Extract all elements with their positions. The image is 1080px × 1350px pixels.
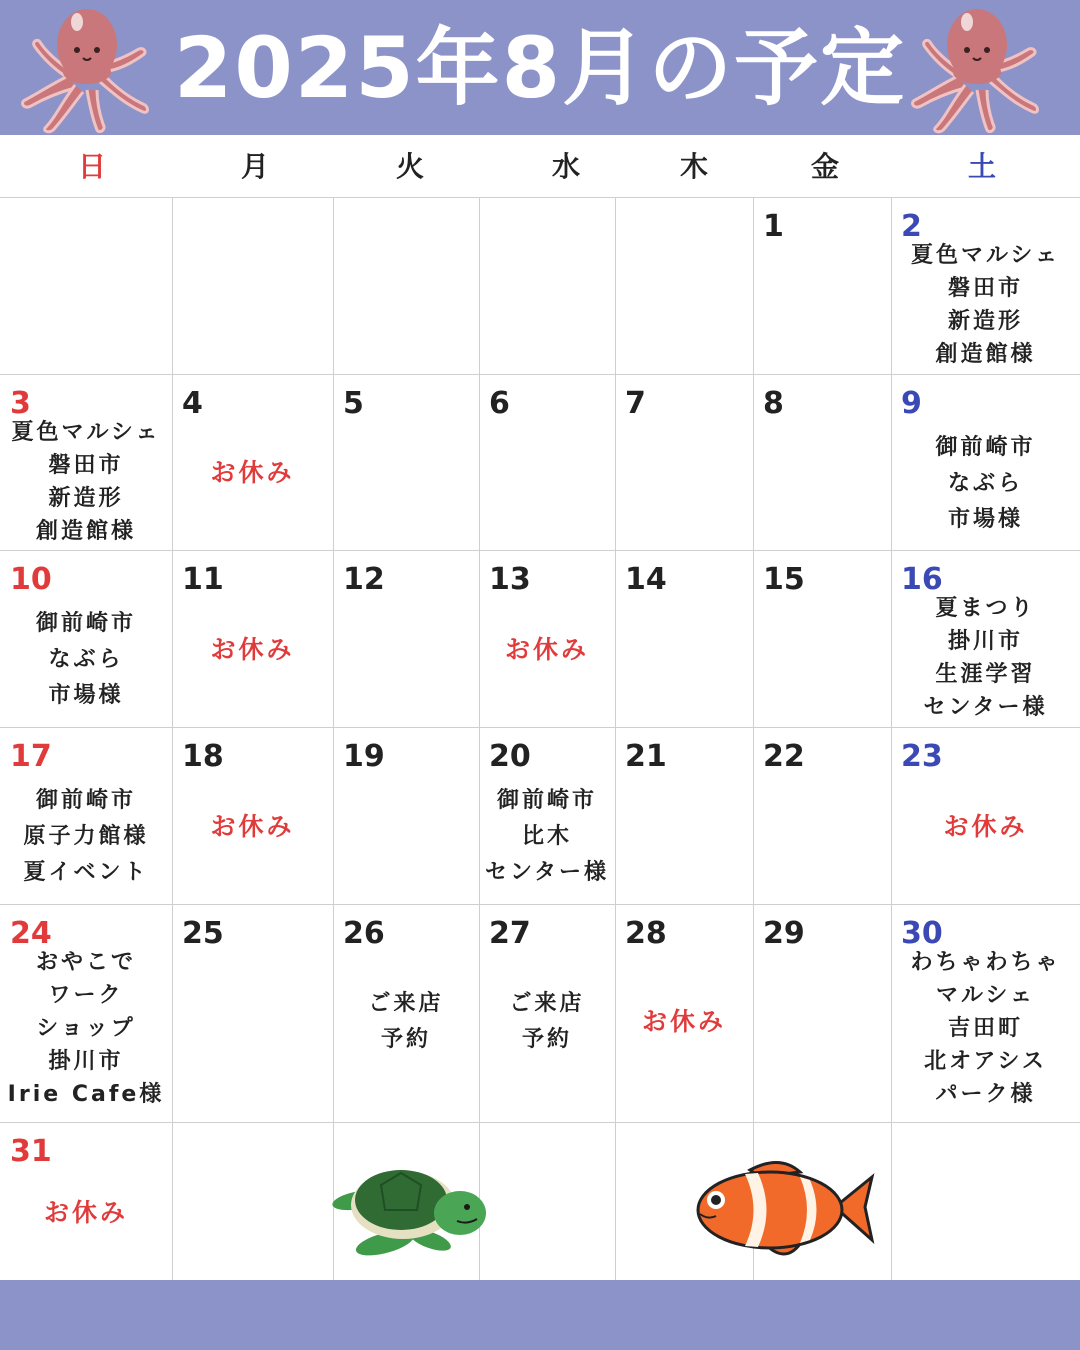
day-cell	[172, 1122, 333, 1280]
day-cell	[479, 1122, 615, 1280]
day-cell	[891, 1122, 1080, 1280]
weekday-label: 水	[551, 150, 581, 183]
day-number: 29	[763, 916, 805, 951]
day-cell	[479, 197, 615, 374]
weekday-label: 月	[240, 150, 270, 183]
octopus-illustration	[905, 0, 1045, 135]
event-text: Irie Cafe様	[7, 1082, 165, 1107]
weekday-label: 日	[77, 150, 107, 183]
day-number: 24	[10, 916, 52, 951]
day-cell	[615, 904, 753, 1122]
event-text: 生涯学習	[935, 662, 1036, 687]
day-cell	[891, 197, 1080, 374]
day-number: 14	[625, 562, 667, 597]
event-text: 創造館様	[935, 342, 1036, 367]
clownfish-illustration	[690, 1152, 875, 1267]
day-number: 10	[10, 562, 52, 597]
day-number: 16	[901, 562, 943, 597]
holiday-label: お休み	[210, 635, 295, 664]
day-cell	[891, 904, 1080, 1122]
event-text: 予約	[380, 1027, 431, 1052]
day-number: 13	[489, 562, 531, 597]
event-text: 市場様	[48, 683, 124, 708]
day-number: 22	[763, 739, 805, 774]
day-number: 9	[901, 386, 922, 421]
weekday-label: 木	[679, 150, 709, 183]
event-text: 吉田町	[947, 1016, 1023, 1041]
event-text: ご来店	[368, 991, 444, 1016]
day-cell	[0, 727, 172, 904]
day-number: 12	[343, 562, 385, 597]
holiday-label: お休み	[504, 635, 589, 664]
event-text: 新造形	[947, 309, 1023, 334]
event-text: 磐田市	[48, 453, 124, 478]
day-number: 7	[625, 386, 646, 421]
day-cell	[0, 374, 172, 550]
day-cell	[479, 550, 615, 727]
sea-turtle-illustration	[325, 1155, 490, 1265]
day-cell	[891, 374, 1080, 550]
event-text: ショップ	[36, 1016, 136, 1041]
calendar-grid	[0, 197, 1080, 1280]
day-cell	[333, 904, 479, 1122]
event-text: 夏色マルシェ	[910, 243, 1060, 268]
holiday-label: お休み	[43, 1198, 128, 1227]
day-cell	[479, 727, 615, 904]
day-cell	[333, 197, 479, 374]
day-cell	[615, 374, 753, 550]
event-text: センター様	[484, 860, 610, 885]
event-text: 御前崎市	[35, 788, 136, 813]
day-cell	[0, 197, 172, 374]
event-text: 夏イベント	[23, 860, 149, 885]
event-text: 夏まつり	[935, 596, 1036, 621]
day-cell	[615, 197, 753, 374]
weekday-header	[0, 135, 1080, 198]
event-text: 比木	[521, 824, 572, 849]
holiday-label: お休み	[210, 812, 295, 841]
event-text: 予約	[521, 1027, 572, 1052]
event-text: ワーク	[48, 983, 124, 1008]
holiday-label: お休み	[210, 458, 295, 487]
event-text: 掛川市	[947, 629, 1023, 654]
day-cell	[753, 727, 891, 904]
event-text: ご来店	[509, 991, 585, 1016]
day-cell	[479, 374, 615, 550]
day-number: 31	[10, 1134, 52, 1169]
day-cell	[753, 904, 891, 1122]
day-number: 15	[763, 562, 805, 597]
event-text: おやこで	[35, 950, 136, 975]
day-cell	[479, 904, 615, 1122]
day-number: 27	[489, 916, 531, 951]
event-text: センター様	[923, 695, 1048, 720]
day-cell	[172, 904, 333, 1122]
day-cell	[172, 550, 333, 727]
weekday-label: 土	[967, 150, 997, 183]
weekday-label: 金	[810, 150, 840, 183]
holiday-label: お休み	[641, 1007, 726, 1036]
event-text: 御前崎市	[496, 788, 597, 813]
event-text: マルシェ	[935, 983, 1035, 1008]
day-number: 26	[343, 916, 385, 951]
event-text: なぶら	[947, 471, 1023, 496]
weekday-label: 火	[395, 150, 425, 183]
day-number: 30	[901, 916, 943, 951]
event-text: 創造館様	[35, 519, 136, 544]
day-number: 23	[901, 739, 943, 774]
day-cell	[333, 374, 479, 550]
day-number: 11	[182, 562, 224, 597]
title-banner	[0, 0, 1080, 135]
day-cell	[172, 197, 333, 374]
day-cell	[0, 904, 172, 1122]
day-number: 2	[901, 209, 922, 244]
day-number: 25	[182, 916, 224, 951]
event-text: 御前崎市	[35, 611, 136, 636]
day-number: 18	[182, 739, 224, 774]
day-cell	[333, 550, 479, 727]
event-text: 夏色マルシェ	[11, 420, 161, 445]
event-text: なぶら	[48, 647, 124, 672]
day-cell	[615, 550, 753, 727]
event-text: パーク様	[935, 1082, 1036, 1107]
day-number: 8	[763, 386, 784, 421]
day-cell	[615, 727, 753, 904]
day-cell	[753, 374, 891, 550]
day-cell	[891, 550, 1080, 727]
event-text: 市場様	[947, 507, 1023, 532]
event-text: 原子力館様	[23, 824, 149, 849]
event-text: わちゃわちゃ	[910, 950, 1061, 975]
day-cell	[891, 727, 1080, 904]
day-cell	[753, 197, 891, 374]
day-cell	[333, 727, 479, 904]
day-number: 4	[182, 386, 203, 421]
event-text: 御前崎市	[935, 435, 1036, 460]
day-number: 1	[763, 209, 784, 244]
event-text: 掛川市	[48, 1049, 124, 1074]
day-number: 21	[625, 739, 667, 774]
day-number: 19	[343, 739, 385, 774]
day-number: 20	[489, 739, 531, 774]
day-cell	[172, 727, 333, 904]
day-number: 6	[489, 386, 510, 421]
footer-band	[0, 1280, 1080, 1350]
day-cell	[0, 1122, 172, 1280]
day-number: 3	[10, 386, 31, 421]
day-number: 5	[343, 386, 364, 421]
holiday-label: お休み	[943, 812, 1028, 841]
day-cell	[172, 374, 333, 550]
day-cell	[753, 550, 891, 727]
day-number: 28	[625, 916, 667, 951]
day-cell	[0, 550, 172, 727]
day-number: 17	[10, 739, 52, 774]
page-title: 2025年8月の予定	[173, 19, 907, 117]
event-text: 磐田市	[947, 276, 1023, 301]
event-text: 新造形	[48, 486, 124, 511]
event-text: 北オアシス	[924, 1049, 1047, 1074]
